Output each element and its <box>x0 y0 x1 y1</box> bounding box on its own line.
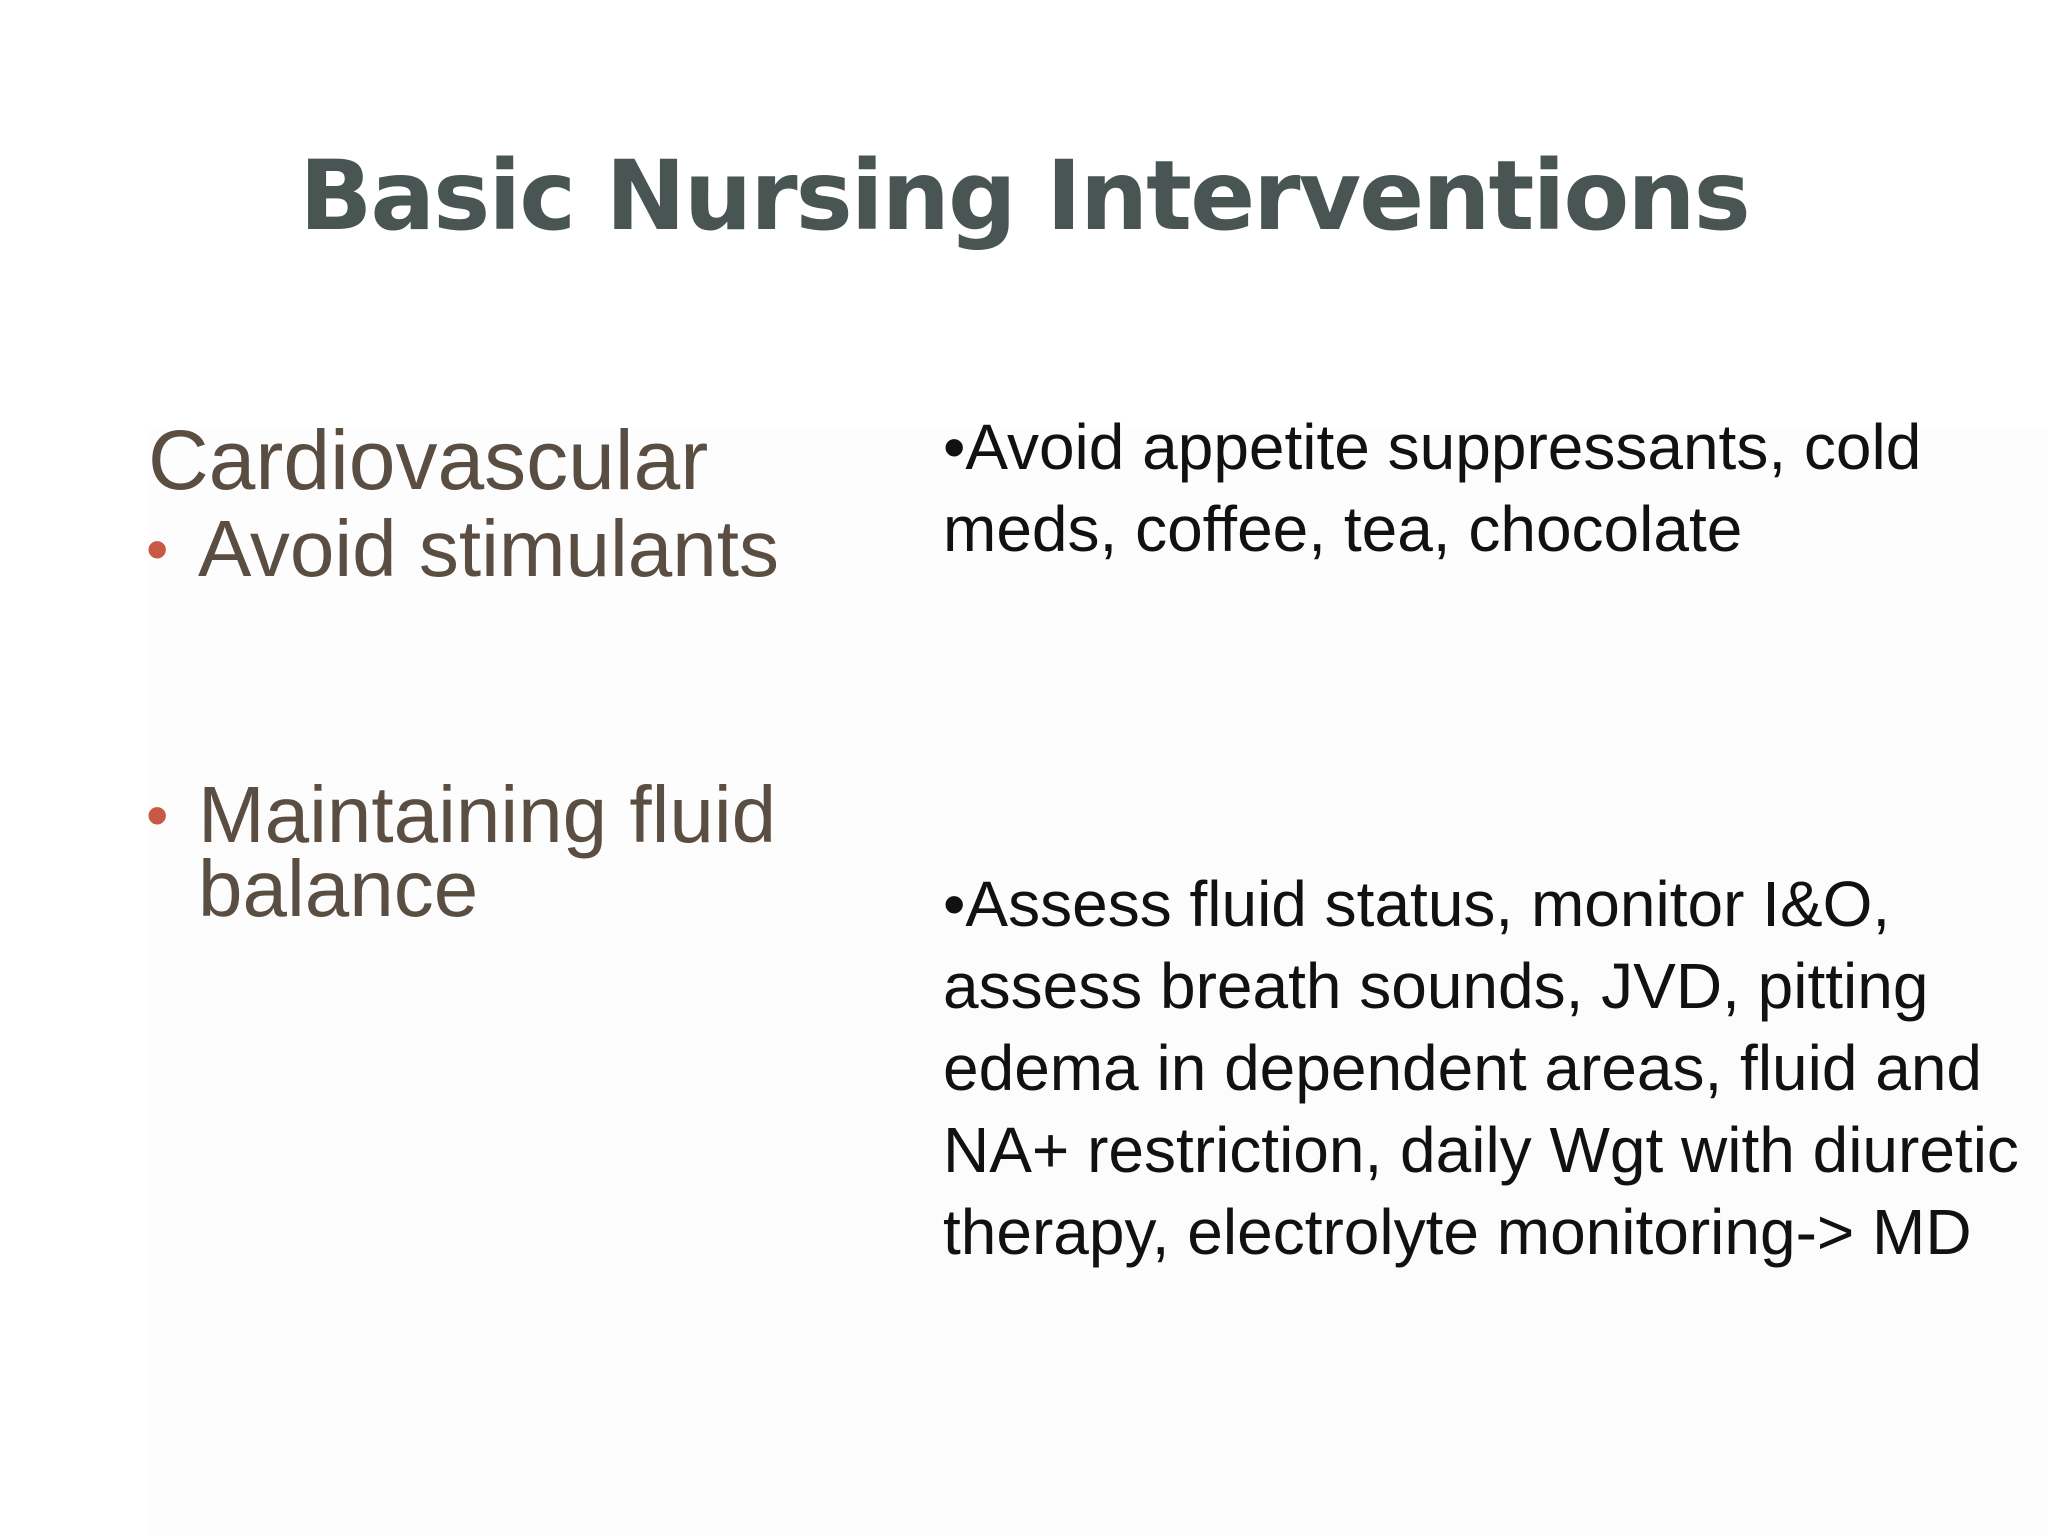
left-bullet-item <box>146 504 848 593</box>
left-bullet-item <box>146 770 838 933</box>
section-heading: Cardiovascular <box>148 413 709 507</box>
bullet-icon: • <box>146 779 169 851</box>
left-bullet-text: Maintaining fluid balance <box>198 770 777 933</box>
right-detail-text: •Assess fluid status, monitor I&O, assess breath sounds, JVD, pitting edema in dependent areas, fluid and NA+ restriction, daily Wgt with diuretic therapy, electrolyte monitoring-> MD <box>943 868 2019 1268</box>
bullet-icon: • <box>146 513 169 585</box>
slide-title: Basic Nursing Interventions <box>299 140 1749 252</box>
left-bullet-text: Avoid stimulants <box>198 504 780 593</box>
right-detail-text: •Avoid appetite suppressants, cold meds, coffee, tea, chocolate <box>943 411 1922 565</box>
left-column <box>146 412 848 933</box>
